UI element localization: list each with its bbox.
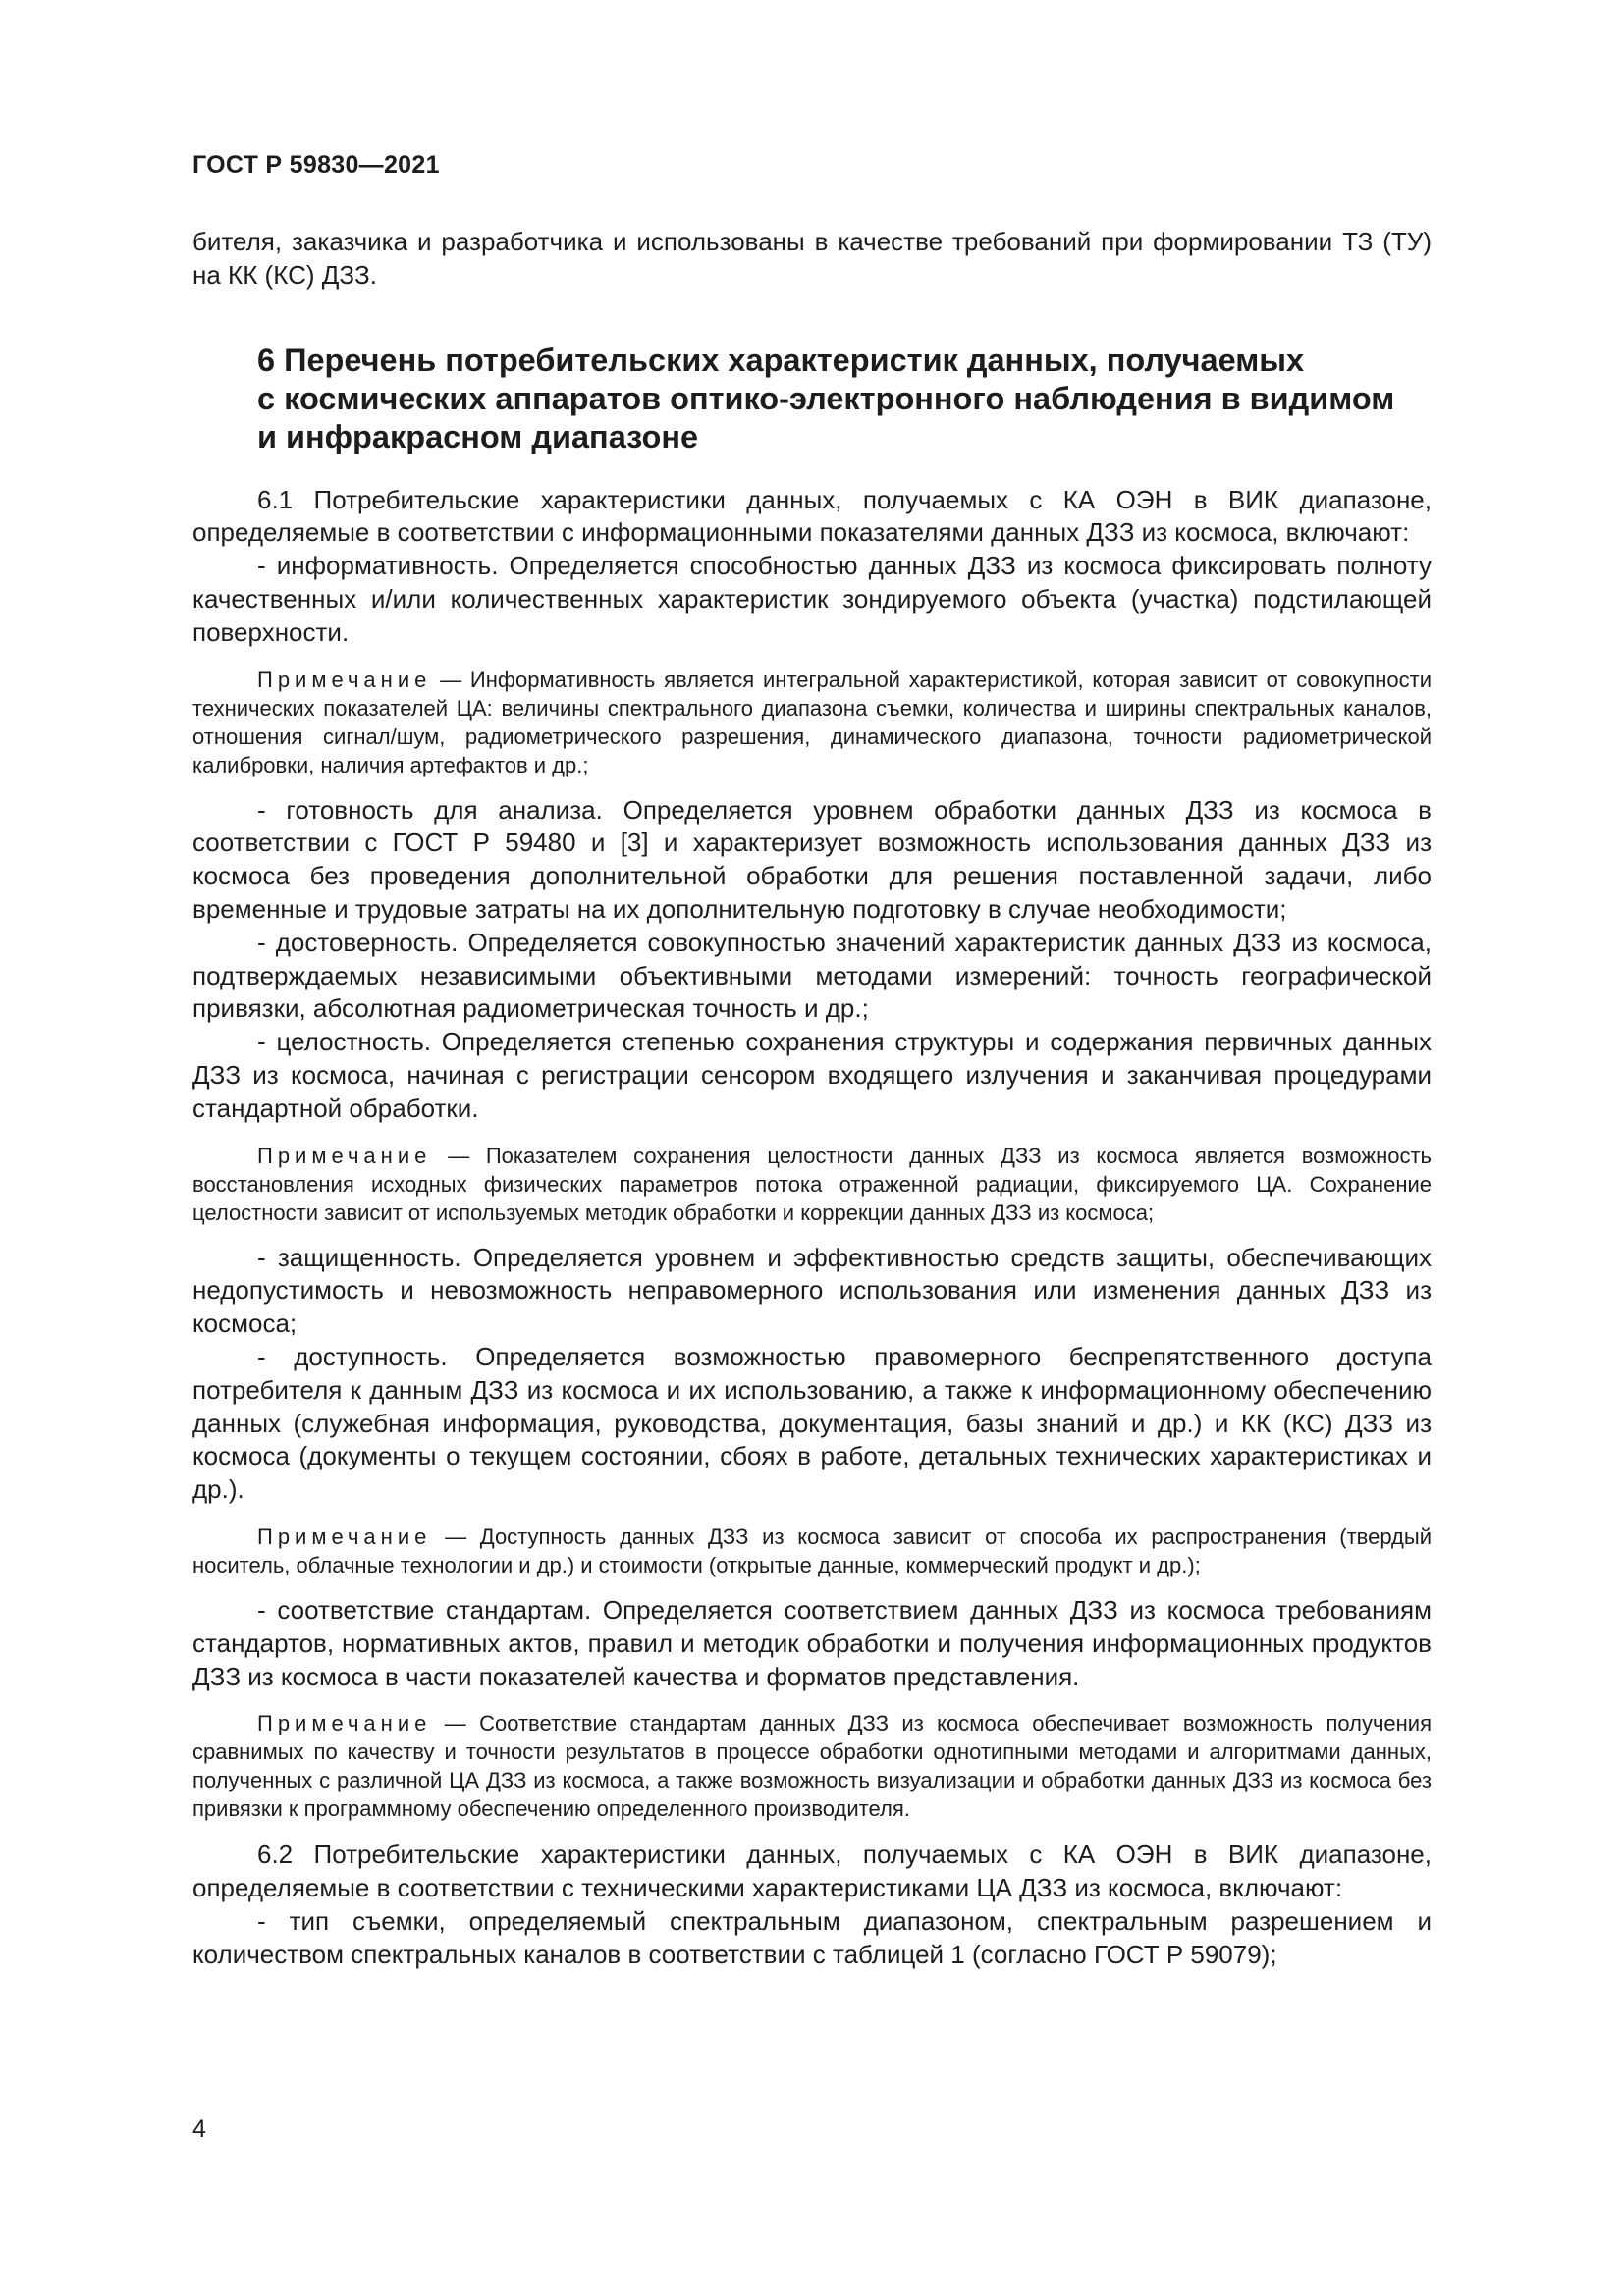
item-survey-type: - тип съемки, определяемый спектральным диапазоном, спектральным разрешением и количеством спектральных каналов в соответствии с таблицей 1 (согласно ГОСТ Р 59079); xyxy=(192,1905,1432,1969)
item-availability: - доступность. Определяется возможностью правомерного беспрепятственного доступа потребителя к данным ДЗЗ из космоса и их использованию, а также к информационному обеспечению данных (служебная информация, руководства, документация, базы знаний и др.) и КК (КС) ДЗЗ из космоса (документы о текущем состоянии, сбоях в работе, детальных технических характеристиках и др.). xyxy=(192,1341,1432,1505)
item-readiness: - готовность для анализа. Определяется уровнем обработки данных ДЗЗ из космоса в соответствии с ГОСТ Р 59480 и [3] и характеризует возможность использования данных ДЗЗ из космоса без проведения дополнительной обработки для решения поставленной задачи, либо временные и трудовые затраты на их дополнительную подготовку в случае необходимости; xyxy=(192,794,1432,924)
section-title-line-1: 6 Перечень потребительских характеристик данных, получаемых xyxy=(257,342,1305,378)
page-content xyxy=(192,226,1432,1972)
section-title-line-3: и инфракрасном диапазоне xyxy=(257,418,699,454)
section-title-line-2: с космических аппаратов оптико-электронного наблюдения в видимом xyxy=(257,380,1395,416)
item-standards: - соответствие стандартам. Определяется соответствием данных ДЗЗ из космоса требованиям стандартов, нормативных актов, правил и методик обработки и получения информационных продуктов ДЗЗ из космоса в части показателей качества и форматов представления. xyxy=(192,1594,1432,1691)
note-integrity xyxy=(192,1142,1432,1227)
note-label: Примечание xyxy=(257,1711,432,1736)
note-label: Примечание xyxy=(257,667,432,692)
note-informativity xyxy=(192,666,1432,779)
note-label: Примечание xyxy=(257,1143,432,1168)
page-number: 4 xyxy=(192,2115,206,2143)
document-code-header: ГОСТ Р 59830—2021 xyxy=(192,151,440,179)
section-6-title xyxy=(257,342,1432,456)
item-reliability: - достоверность. Определяется совокупностью значений характеристик данных ДЗЗ из космоса, подтверждаемых независимыми объективными методами измерений: точность географической привязки, абсолютная радиометрическая точность и др.; xyxy=(192,927,1432,1024)
note-label: Примечание xyxy=(257,1523,432,1549)
continuation-paragraph: бителя, заказчика и разработчика и использованы в качестве требований при формировании ТЗ (ТУ) на КК (КС) ДЗЗ. xyxy=(192,227,1432,290)
note-standards xyxy=(192,1709,1432,1823)
note-text: — Доступность данных ДЗЗ из космоса зависит от способа их распространения (твердый носитель, облачные технологии и др.) и стоимости (открытые данные, коммерческий продукт и др.); xyxy=(192,1523,1432,1577)
note-text: — Информативность является интегральной характеристикой, которая зависит от совокупности технических показателей ЦА: величины спектрального диапазона съемки, количества и ширины спектральных каналов, отношения сигнал/шум, радиометрического разрешения, динамического диапазона, точности радиометрической калибровки, наличия артефактов и др.; xyxy=(192,667,1432,777)
item-integrity: - целостность. Определяется степенью сохранения структуры и содержания первичных данных ДЗЗ из космоса, начиная с регистрации сенсором входящего излучения и заканчивая процедурами стандартной обработки. xyxy=(192,1027,1432,1123)
note-availability xyxy=(192,1522,1432,1579)
paragraph-6-2: 6.2 Потребительские характеристики данных, получаемых с КА ОЭН в ВИК диапазоне, определяемые в соответствии с техническими характеристиками ЦА ДЗЗ из космоса, включают: xyxy=(192,1840,1432,1903)
item-informativity: - информативность. Определяется способностью данных ДЗЗ из космоса фиксировать полноту качественных и/или количественных характеристик зондируемого объекта (участка) подстилающей поверхности. xyxy=(192,551,1432,647)
paragraph-6-1: 6.1 Потребительские характеристики данных, получаемых с КА ОЭН в ВИК диапазоне, определяемые в соответствии с информационными показателями данных ДЗЗ из космоса, включают: xyxy=(192,484,1432,548)
note-text: — Показателем сохранения целостности данных ДЗЗ из космоса является возможность восстановления исходных физических параметров потока отраженной радиации, фиксируемого ЦА. Сохранение целостности зависит от используемых методик обработки и коррекции данных ДЗЗ из космоса; xyxy=(192,1143,1432,1225)
item-protection: - защищенность. Определяется уровнем и эффективностью средств защиты, обеспечивающих недопустимость и невозможность неправомерного использования или изменения данных ДЗЗ из космоса; xyxy=(192,1242,1432,1339)
note-text: — Соответствие стандартам данных ДЗЗ из космоса обеспечивает возможность получения сравнимых по качеству и точности результатов в процессе обработки однотипными методами и алгоритмами данных, полученных с различной ЦА ДЗЗ из космоса, а также возможность визуализации и обработки данных ДЗЗ из космоса без привязки к программному обеспечению определенного производителя. xyxy=(192,1711,1432,1822)
